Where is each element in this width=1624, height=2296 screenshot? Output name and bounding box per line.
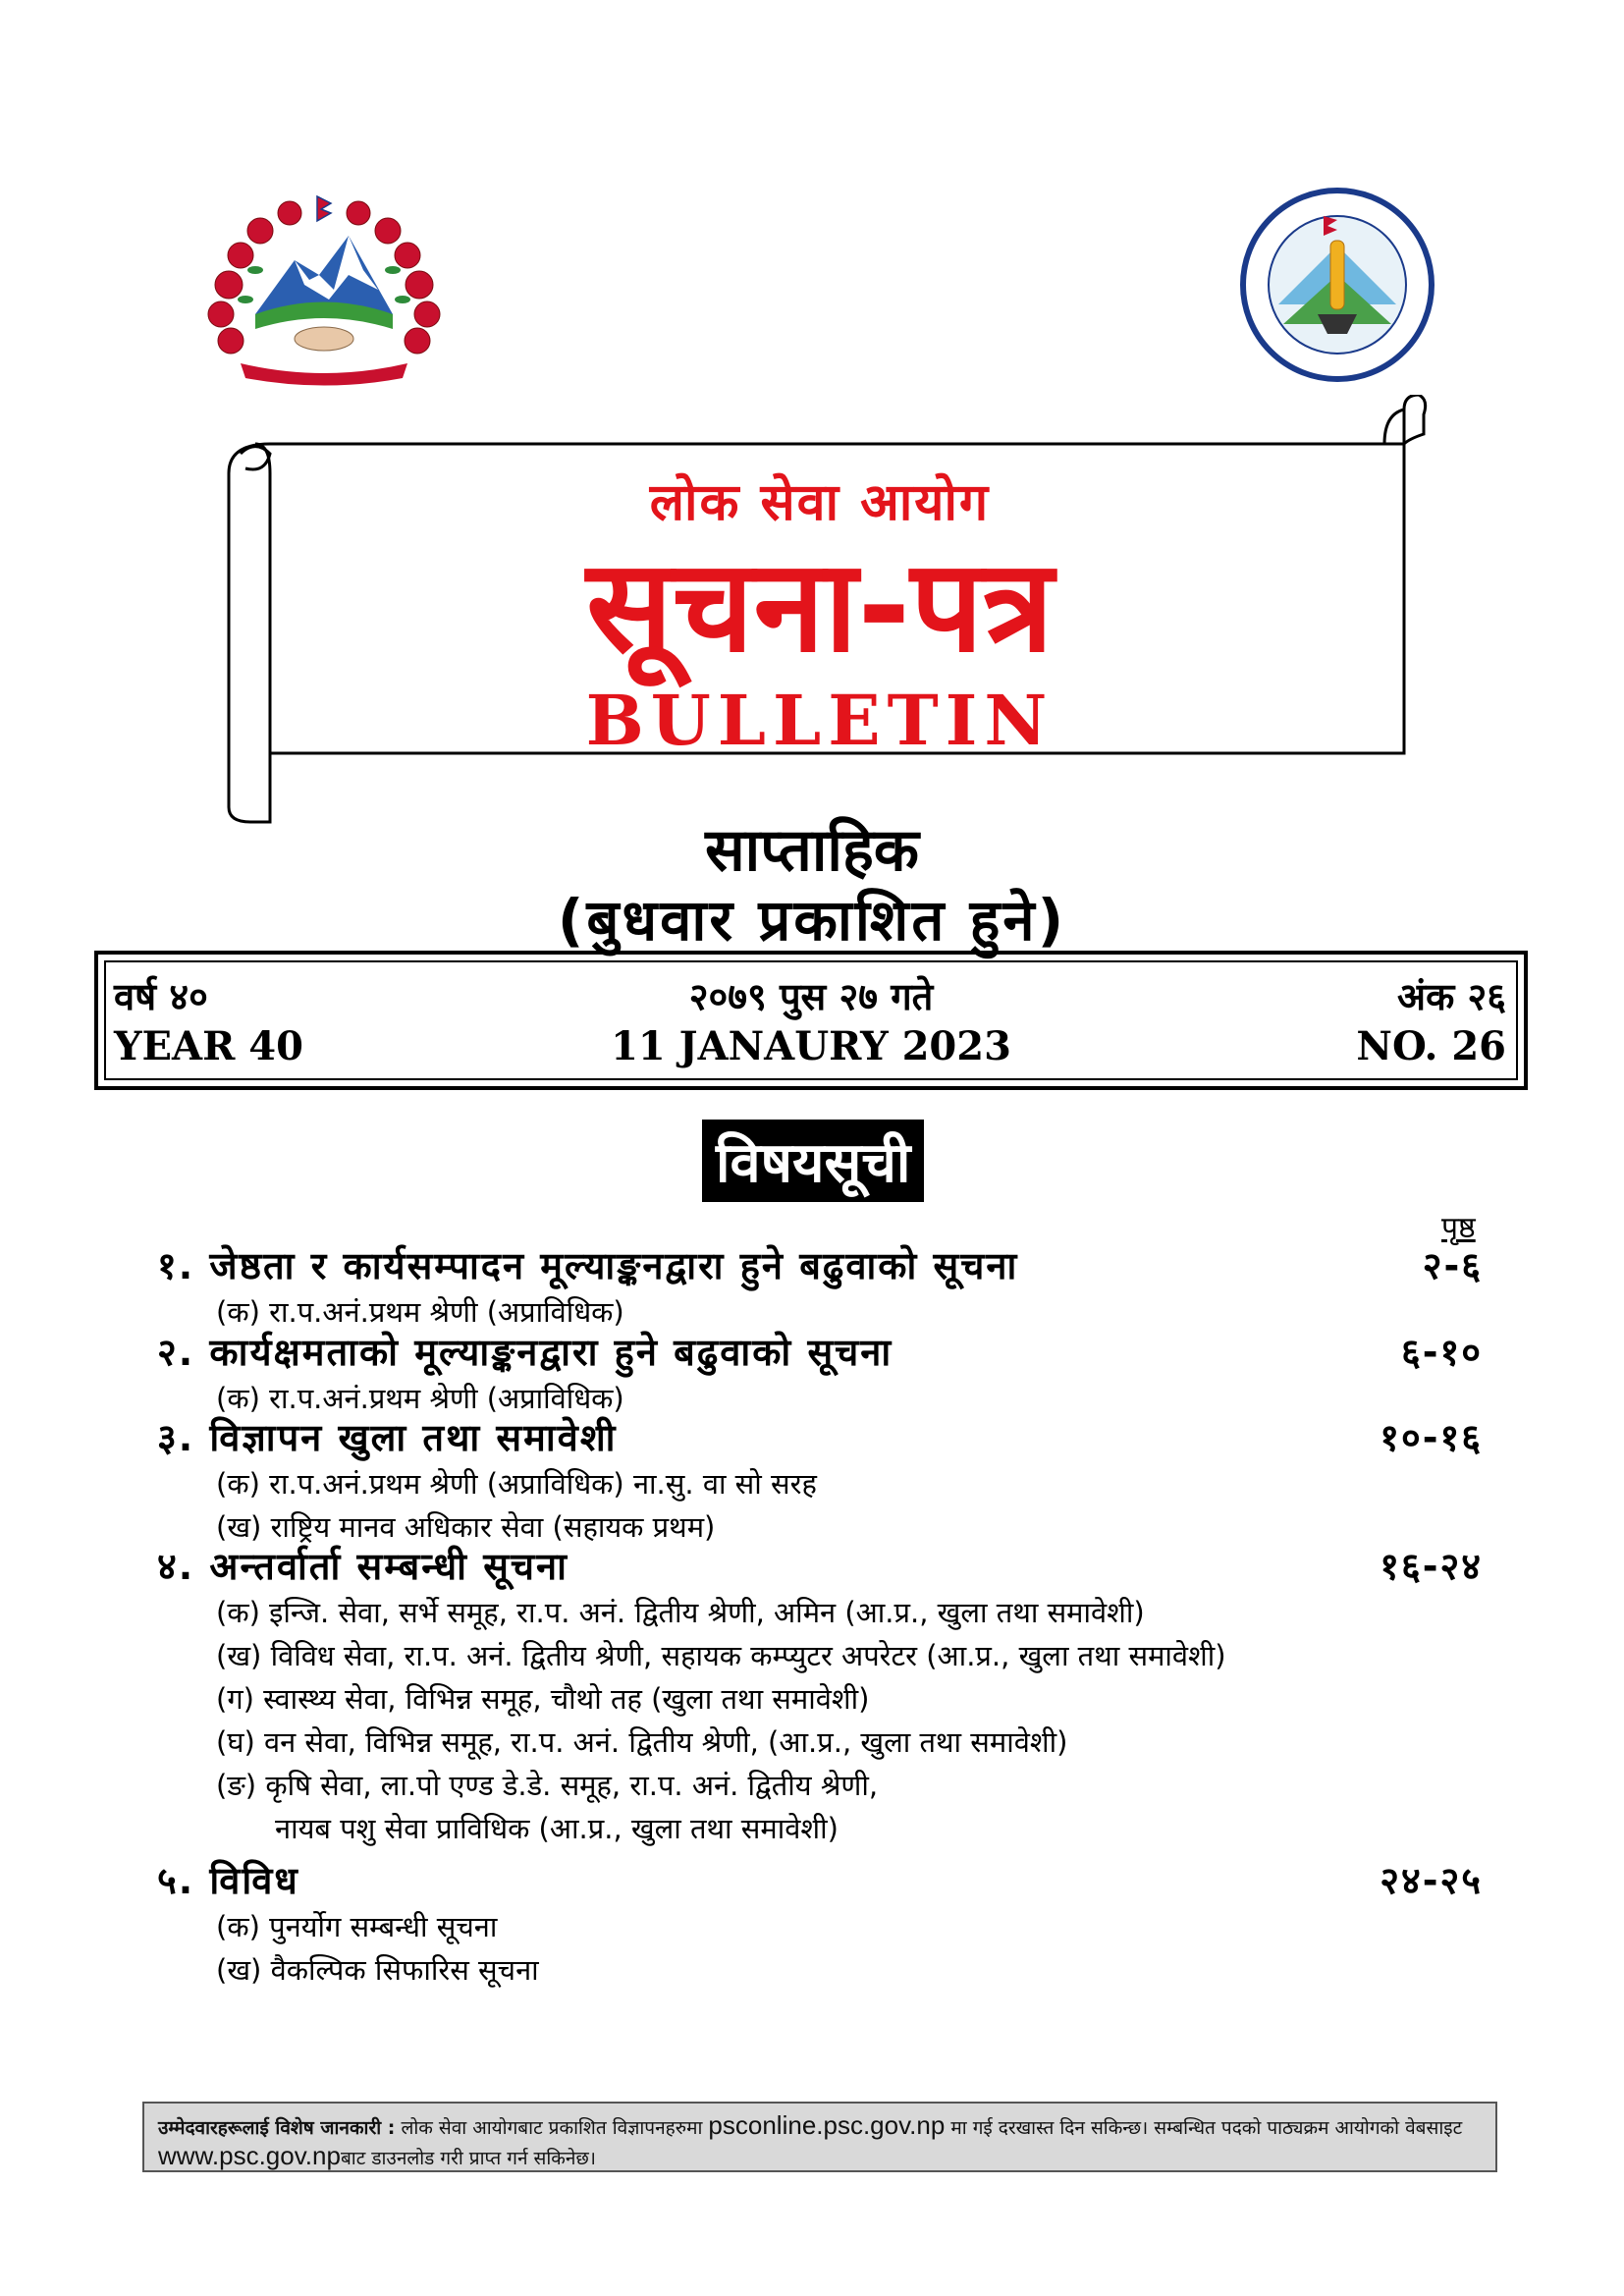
year-np: वर्ष ४० [114, 975, 208, 1018]
notice-text: मा गई दरखास्त दिन सकिन्छ। सम्बन्धित पदको पाठ्यक्रम आयोगको वेबसाइट [950, 2117, 1463, 2139]
toc-section [157, 1854, 1483, 1992]
weekly-label: साप्ताहिक [705, 816, 919, 885]
toc-item: (ङ) कृषि सेवा, ला.पो एण्ड डे.डे. समूह, रा.प. अनं. द्वितीय श्रेणी, [216, 1769, 879, 1802]
toc-item: (ख) वैकल्पिक सिफारिस सूचना [216, 1953, 539, 1987]
date-en: 11 JANAURY 2023 [611, 1023, 1011, 1069]
title-scroll-banner [211, 395, 1429, 827]
toc-item: (क) रा.प.अनं.प्रथम श्रेणी (अप्राविधिक) [216, 1295, 624, 1329]
notice-label: उम्मेदवारहरूलाई विशेष जानकारी : [158, 2117, 396, 2139]
toc-section-title: २. कार्यक्षमताको मूल्याङ्कनद्वारा हुने बढुवाको सूचना [157, 1331, 893, 1374]
toc-section [157, 1411, 1483, 1549]
issue-number-en: NO. 26 [1356, 1023, 1506, 1069]
toc-item: (ख) राष्ट्रिय मानव अधिकार सेवा (सहायक प्रथम) [216, 1510, 716, 1544]
toc-heading: विषयसूची [702, 1120, 924, 1202]
toc-section-pages: २४-२५ [1380, 1859, 1483, 1902]
notice-text: बाट डाउनलोड गरी प्राप्त गर्न सकिनेछ। [340, 2148, 596, 2169]
bulletin-title-en: BULLETIN [585, 680, 1055, 761]
toc-item-continuation: नायब पशु सेवा प्राविधिक (आ.प्र., खुला तथा समावेशी) [275, 1812, 839, 1845]
bulletin-title-np: सूचना-पत्र [586, 531, 1054, 681]
toc-section-pages: २-६ [1422, 1244, 1483, 1287]
published-day-label: (बुधवार प्रकाशित हुने) [557, 887, 1067, 954]
toc-item: (ख) विविध सेवा, रा.प. अनं. द्वितीय श्रेणी, सहायक कम्प्युटर अपरेटर (आ.प्र., खुला तथा समावेशी) [216, 1639, 1226, 1672]
toc-section-pages: १६-२४ [1380, 1545, 1483, 1588]
toc-item: (क) रा.प.अनं.प्रथम श्रेणी (अप्राविधिक) [216, 1382, 624, 1415]
toc-item: (क) रा.प.अनं.प्रथम श्रेणी (अप्राविधिक) ना.सु. वा सो सरह [216, 1467, 817, 1501]
public-service-commission-logo-icon [1239, 187, 1435, 383]
issue-info-bar [94, 951, 1528, 1090]
candidate-notice-box [142, 2102, 1497, 2172]
toc-item: (क) इन्जि. सेवा, सर्भे समूह, रा.प. अनं. द्वितीय श्रेणी, अमिन (आ.प्र., खुला तथा समावेशी) [216, 1596, 1145, 1629]
psc-website-link[interactable]: www.psc.gov.np [158, 2141, 341, 2170]
toc-section-pages: १०-१६ [1380, 1416, 1483, 1459]
org-name: लोक सेवा आयोग [649, 473, 991, 532]
toc-section-title: ४. अन्तर्वार्ता सम्बन्धी सूचना [157, 1545, 568, 1588]
toc-section [157, 1540, 1483, 1850]
toc-section [157, 1326, 1483, 1420]
toc-section [157, 1239, 1483, 1334]
online-application-link[interactable]: psconline.psc.gov.np [708, 2110, 946, 2140]
date-np: २०७९ पुस २७ गते [688, 975, 934, 1018]
toc-item: (क) पुनर्योग सम्बन्धी सूचना [216, 1910, 498, 1943]
toc-section-pages: ६-१० [1400, 1331, 1483, 1374]
nepal-government-emblem-icon [201, 191, 447, 393]
toc-section-title: १. जेष्ठता र कार्यसम्पादन मूल्याङ्कनद्वारा हुने बढुवाको सूचना [157, 1244, 1019, 1287]
page-column-label: पृष्ठ [1441, 1211, 1476, 1245]
toc-section-title: ३. विज्ञापन खुला तथा समावेशी [157, 1416, 618, 1459]
toc-section-title: ५. विविध [157, 1859, 299, 1902]
toc-item: (ग) स्वास्थ्य सेवा, विभिन्न समूह, चौथो तह (खुला तथा समावेशी) [216, 1682, 870, 1716]
year-en: YEAR 40 [114, 1023, 303, 1069]
notice-text: लोक सेवा आयोगबाट प्रकाशित विज्ञापनहरुमा [401, 2117, 703, 2139]
issue-number-np: अंक २६ [1397, 975, 1506, 1018]
toc-item: (घ) वन सेवा, विभिन्न समूह, रा.प. अनं. द्वितीय श्रेणी, (आ.प्र., खुला तथा समावेशी) [216, 1725, 1068, 1759]
